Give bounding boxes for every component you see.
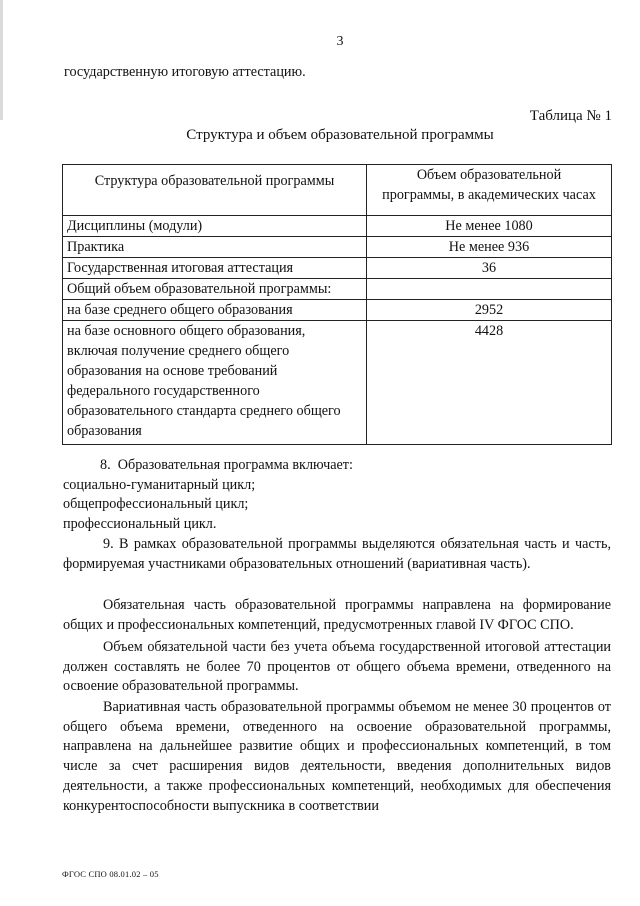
item-8-block [63,456,611,535]
footer-code: ФГОС СПО 08.01.02 – 05 [62,869,159,879]
row-label: Практика [63,237,367,258]
row-value [367,279,612,300]
row-label-line: образования на основе требований [67,363,278,379]
row-label: Государственная итоговая аттестация [63,258,367,279]
header-volume-line-2: программы, в академических часах [382,187,596,203]
row-value: 4428 [367,321,612,445]
scan-edge-mark [0,0,3,120]
row-value: 36 [367,258,612,279]
table-row [63,237,612,258]
table-title: Структура и объем образовательной программы [186,127,494,143]
program-structure-table [62,164,612,445]
row-value: Не менее 1080 [367,216,612,237]
table-caption: Таблица № 1 [529,108,612,124]
header-volume [367,165,612,216]
row-label: на базе среднего общего образования [63,300,367,321]
table-row [63,279,612,300]
list-item: профессиональный цикл. [63,516,217,533]
row-value: Не менее 936 [367,237,612,258]
paragraph-mandatory-volume: Объем обязательной части без учета объема государственной итоговой аттестации должен составлять не более 70 процентов от общего объема времени, отведенного на освоение образовательной программы. [63,639,611,695]
paragraph-mandatory-part: Обязательная часть образовательной программы направлена на формирование общих и профессиональных компетенций, предусмотренных главой IV ФГОС СПО. [63,597,611,633]
table-row [63,321,612,445]
row-label-line: включая получение среднего общего [67,343,290,359]
table-header-row [63,165,612,216]
list-item: общепрофессиональный цикл; [63,496,249,513]
intro-text: государственную итоговую аттестацию. [64,64,306,80]
table-row [63,216,612,237]
row-label-line: образовательного стандарта среднего общего [67,403,341,419]
list-item: социально-гуманитарный цикл; [63,476,256,493]
page-number: 3 [336,34,344,49]
row-label-line: образования [67,423,142,439]
item-9-paragraph: 9. В рамках образовательной программы выделяются обязательная часть и часть, формируемая участниками образовательных отношений (вариативная часть). [63,536,611,572]
row-label: Общий объем образовательной программы: [63,279,367,300]
header-volume-line-1: Объем образовательной [416,167,562,183]
table-row [63,258,612,279]
row-label-line: федерального государственного [67,383,260,399]
table-row [63,300,612,321]
header-structure: Структура образовательной программы [63,165,367,216]
paragraph-variable-part: Вариативная часть образовательной программы объемом не менее 30 процентов от общего объема времени, отведенного на освоение образовательной программы, направлена на дальнейшее развитие общих и профессиональных компетенций, в том числе за счет расширения видов деятельности, введения дополнительных видов деятельности, а также профессиональных компетенций, необходимых для обеспечения конкурентоспособности выпускника в соответствии [63,699,611,814]
row-value: 2952 [367,300,612,321]
row-label: Дисциплины (модули) [63,216,367,237]
item-8-heading: 8. Образовательная программа включает: [100,457,353,473]
row-label-multiline [63,321,367,445]
row-label-line: на базе основного общего образования, [67,323,306,339]
